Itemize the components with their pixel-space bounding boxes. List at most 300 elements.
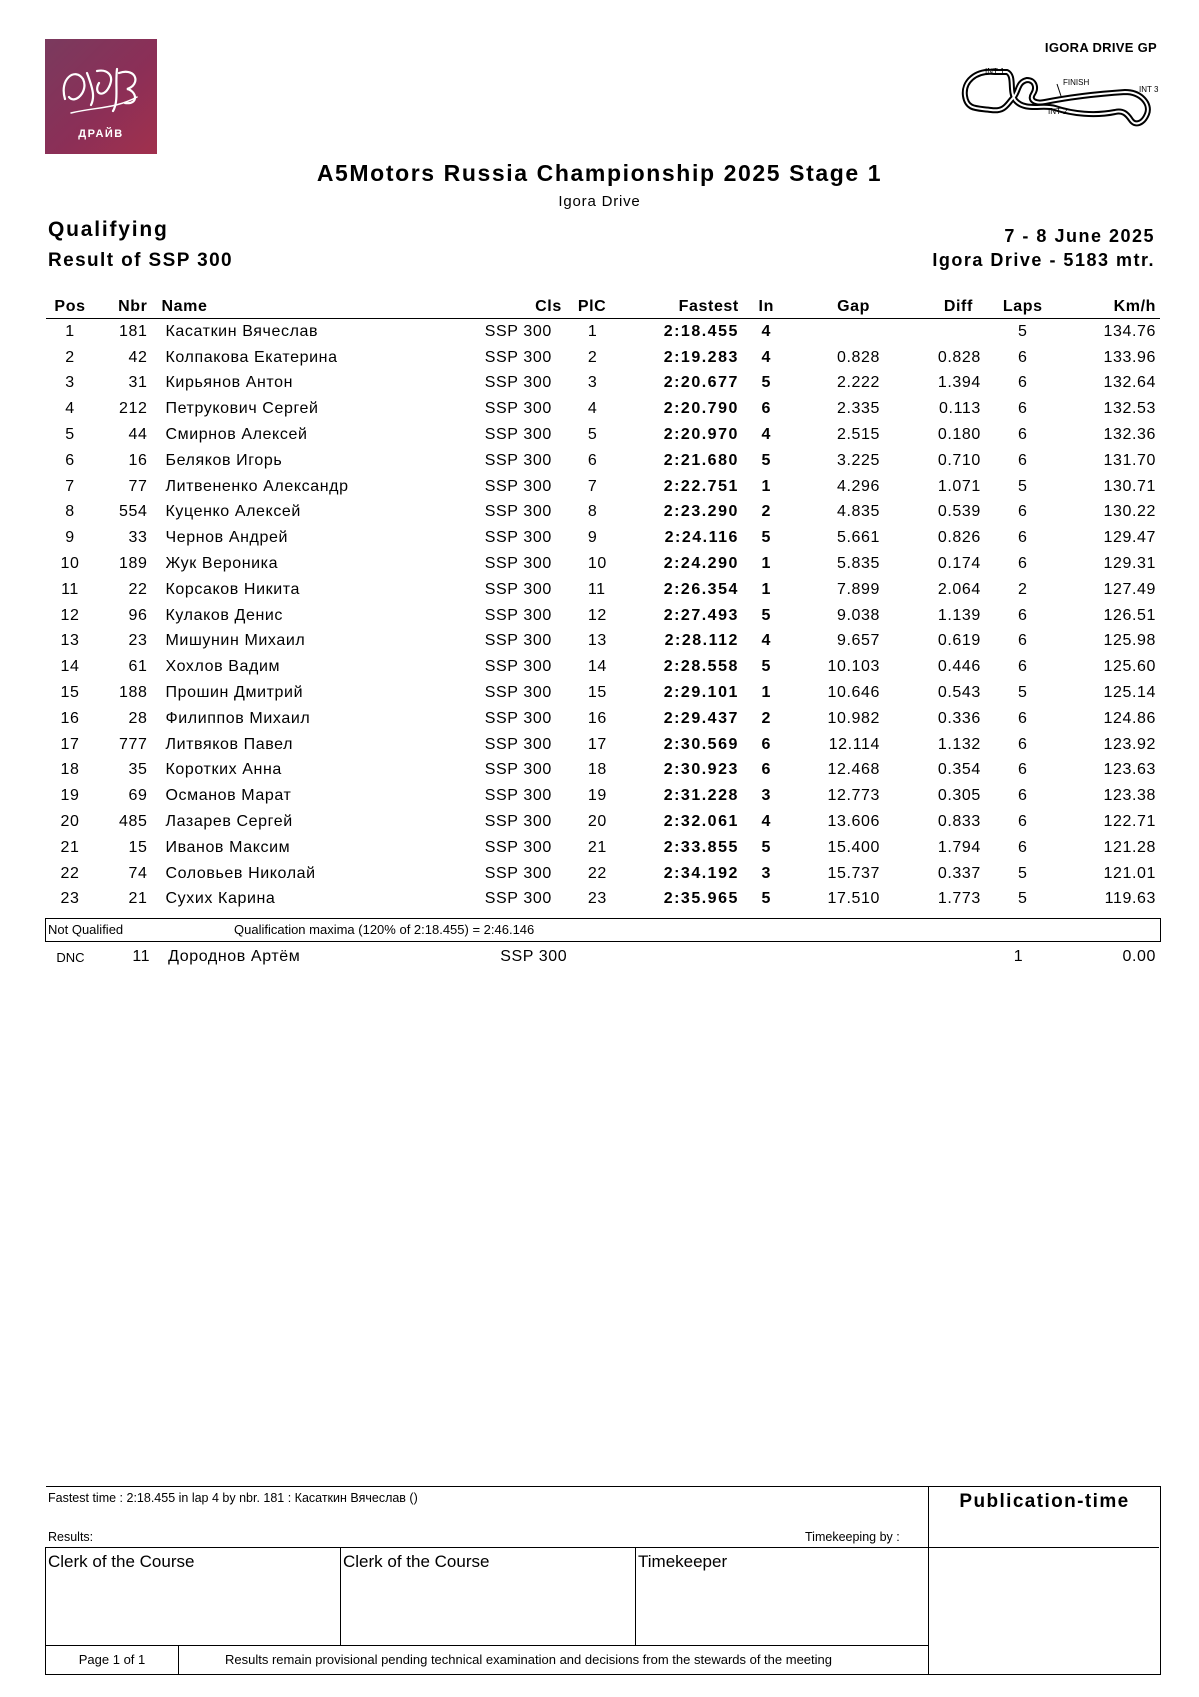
cell-diff: 1.773 xyxy=(937,890,981,908)
cell-name: Куценко Алексей xyxy=(165,503,301,521)
cell-plc: 12 xyxy=(587,606,607,624)
results-label: Results: xyxy=(48,1530,94,1544)
cell-name: Колпакова Екатерина xyxy=(165,348,338,366)
table-row xyxy=(46,783,1160,809)
cell-plc: 11 xyxy=(587,580,606,598)
cell-name: Хохлов Вадим xyxy=(165,658,281,676)
cell-name: Прошин Дмитрий xyxy=(165,684,304,702)
track-label-finish: FINISH xyxy=(1063,78,1090,87)
cell-diff: 0.826 xyxy=(937,529,981,547)
cell-cls: SSP 300 xyxy=(484,322,552,340)
table-row xyxy=(46,448,1160,474)
cell-laps: 5 xyxy=(1018,864,1028,882)
cell-nbr: 485 xyxy=(118,813,148,831)
signature-clerk-1: Clerk of the Course xyxy=(46,1548,341,1645)
cell-nbr: 777 xyxy=(118,735,148,753)
cell-fastest: 2:26.354 xyxy=(663,580,739,598)
cell-name: Смирнов Алексей xyxy=(165,426,308,444)
cell-cls: SSP 300 xyxy=(484,735,552,753)
result-class: Result of SSP 300 xyxy=(48,250,234,271)
cell-fastest: 2:19.283 xyxy=(663,348,739,366)
table-row xyxy=(46,861,1160,887)
cell-cls: SSP 300 xyxy=(484,632,552,650)
cell-laps: 5 xyxy=(1018,477,1028,495)
cell-gap: 0.828 xyxy=(837,348,881,366)
cell-pos: 13 xyxy=(60,632,80,650)
cell-kmh: 122.71 xyxy=(1103,813,1156,831)
cell-fastest: 2:18.455 xyxy=(663,322,739,340)
cell-gap: 2.222 xyxy=(837,374,881,392)
cell-pos: DNC xyxy=(56,949,85,965)
table-row xyxy=(46,629,1160,655)
track-label-int2: INT 2 xyxy=(1048,107,1068,116)
logo-script-graphic xyxy=(45,39,157,129)
cell-gap: 2.335 xyxy=(837,400,881,418)
cell-gap: 9.038 xyxy=(837,606,881,624)
col-laps: Laps xyxy=(985,296,1061,319)
col-nbr: Nbr xyxy=(94,296,151,319)
col-fastest: Fastest xyxy=(643,296,743,319)
cell-kmh: 129.31 xyxy=(1103,555,1156,573)
table-row xyxy=(46,551,1160,577)
cell-laps: 1 xyxy=(1013,948,1024,965)
cell-pos: 14 xyxy=(60,658,80,676)
cell-fastest: 2:30.569 xyxy=(663,735,739,753)
cell-name: Филиппов Михаил xyxy=(165,709,311,727)
cell-diff: 0.305 xyxy=(937,787,981,805)
cell-fastest: 2:22.751 xyxy=(663,477,739,495)
cell-gap: 4.835 xyxy=(837,503,881,521)
cell-in: 6 xyxy=(761,735,771,753)
cell-plc: 22 xyxy=(587,864,607,882)
cell-diff: 0.446 xyxy=(937,658,981,676)
cell-pos: 17 xyxy=(60,735,80,753)
cell-fastest: 2:35.965 xyxy=(663,890,739,908)
table-row xyxy=(46,500,1160,526)
cell-kmh: 126.51 xyxy=(1103,606,1156,624)
cell-laps: 6 xyxy=(1018,787,1028,805)
cell-fastest: 2:27.493 xyxy=(663,606,739,624)
cell-laps: 6 xyxy=(1018,658,1028,676)
cell-kmh: 125.98 xyxy=(1103,632,1156,650)
cell-kmh: 130.71 xyxy=(1103,477,1156,495)
cell-gap xyxy=(798,944,884,970)
table-header-row xyxy=(46,296,1160,319)
cell-in: 4 xyxy=(761,426,771,444)
cell-kmh: 131.70 xyxy=(1103,451,1156,469)
cell-name: Касаткин Вячеслав xyxy=(165,322,319,340)
cell-plc: 6 xyxy=(587,451,598,469)
cell-name: Литвененко Александр xyxy=(165,477,349,495)
cell-nbr: 96 xyxy=(128,606,148,624)
cell-name: Беляков Игорь xyxy=(165,451,283,469)
event-venue: Igora Drive xyxy=(558,193,641,210)
cell-in: 2 xyxy=(761,503,771,521)
cell-nbr: 11 xyxy=(132,948,151,965)
cell-cls: SSP 300 xyxy=(484,503,552,521)
cell-plc: 23 xyxy=(587,890,607,908)
table-row xyxy=(46,371,1160,397)
cell-gap: 12.114 xyxy=(828,735,881,753)
cell-laps: 2 xyxy=(1018,580,1028,598)
qualification-maxima: Qualification maxima (120% of 2:18.455) = 2:46.146 xyxy=(234,922,535,937)
cell-fastest: 2:23.290 xyxy=(663,503,739,521)
cell-plc: 9 xyxy=(587,529,598,547)
cell-diff: 0.710 xyxy=(937,451,981,469)
cell-laps: 6 xyxy=(1018,374,1028,392)
cell-nbr: 61 xyxy=(128,658,148,676)
session-name: Qualifying xyxy=(48,218,169,241)
cell-nbr: 22 xyxy=(128,580,148,598)
cell-pos: 21 xyxy=(60,838,80,856)
cell-cls: SSP 300 xyxy=(484,348,552,366)
cell-kmh: 125.60 xyxy=(1103,658,1156,676)
cell-fastest: 2:20.970 xyxy=(663,426,739,444)
cell-in: 4 xyxy=(761,813,771,831)
organizer-logo xyxy=(45,39,157,154)
cell-in: 1 xyxy=(761,580,771,598)
cell-in: 2 xyxy=(761,709,771,727)
cell-in: 5 xyxy=(761,374,771,392)
cell-gap: 12.773 xyxy=(827,787,881,805)
cell-laps: 6 xyxy=(1018,426,1028,444)
cell-pos: 23 xyxy=(60,890,80,908)
col-diff: Diff xyxy=(884,296,985,319)
cell-laps: 5 xyxy=(1018,890,1028,908)
track-map-icon xyxy=(955,64,1165,140)
cell-plc: 18 xyxy=(587,761,607,779)
cell-in: 3 xyxy=(761,864,771,882)
col-plc: PlC xyxy=(578,296,643,319)
cell-plc: 7 xyxy=(587,477,598,495)
cell-pos: 11 xyxy=(61,580,79,598)
cell-pos: 22 xyxy=(60,864,80,882)
cell-pos: 20 xyxy=(60,813,80,831)
cell-gap: 10.982 xyxy=(827,709,881,727)
col-kmh: Km/h xyxy=(1061,296,1160,319)
cell-nbr: 31 xyxy=(128,374,148,392)
cell-diff: 1.794 xyxy=(937,838,981,856)
not-qualified-bar xyxy=(45,918,1161,942)
cell-pos: 12 xyxy=(60,606,80,624)
cell-laps: 6 xyxy=(1018,503,1028,521)
cell-cls: SSP 300 xyxy=(484,426,552,444)
publication-time-label: Publication-time xyxy=(959,1491,1130,1512)
cell-gap: 15.400 xyxy=(827,838,881,856)
cell-pos: 9 xyxy=(65,529,75,547)
signature-boxes xyxy=(45,1547,929,1646)
track-label-int3: INT 3 xyxy=(1139,85,1159,94)
cell-pos: 19 xyxy=(60,787,80,805)
cell-diff: 1.071 xyxy=(937,477,981,495)
cell-pos: 1 xyxy=(65,322,75,340)
cell-fastest: 2:28.112 xyxy=(664,632,739,650)
cell-cls: SSP 300 xyxy=(484,529,552,547)
cell-fastest: 2:21.680 xyxy=(663,451,739,469)
col-pos: Pos xyxy=(46,296,94,319)
cell-kmh: 132.36 xyxy=(1103,426,1156,444)
event-title: A5Motors Russia Championship 2025 Stage 1 xyxy=(316,160,883,186)
cell-name: Литвяков Павел xyxy=(165,735,294,753)
signature-timekeeper: Timekeeper xyxy=(638,1552,728,1571)
cell-diff: 1.132 xyxy=(937,735,981,753)
cell-in: 6 xyxy=(761,400,771,418)
cell-plc xyxy=(585,944,653,970)
cell-pos: 15 xyxy=(60,684,80,702)
dnc-table xyxy=(46,944,1160,970)
cell-diff: 0.828 xyxy=(937,348,981,366)
cell-name: Иванов Максим xyxy=(165,838,291,856)
cell-diff: 0.174 xyxy=(937,555,981,573)
cell-gap: 15.737 xyxy=(827,864,881,882)
cell-fastest: 2:34.192 xyxy=(663,864,739,882)
cell-plc: 5 xyxy=(587,426,598,444)
col-in: In xyxy=(743,296,790,319)
cell-fastest: 2:32.061 xyxy=(663,813,739,831)
cell-nbr: 189 xyxy=(118,555,148,573)
cell-nbr: 28 xyxy=(128,709,148,727)
cell-plc: 21 xyxy=(587,838,607,856)
cell-cls: SSP 300 xyxy=(484,555,552,573)
cell-plc: 20 xyxy=(587,813,607,831)
cell-nbr: 15 xyxy=(128,838,148,856)
cell-plc: 1 xyxy=(587,322,598,340)
cell-cls: SSP 300 xyxy=(484,864,552,882)
cell-cls: SSP 300 xyxy=(484,813,552,831)
cell-plc: 17 xyxy=(587,735,607,753)
cell-in: 3 xyxy=(761,787,771,805)
cell-plc: 13 xyxy=(587,632,607,650)
signature-clerk-2: Clerk of the Course xyxy=(341,1548,636,1645)
provisional-note: Results remain provisional pending technical examination and decisions from the stewards of the meeting xyxy=(178,1646,832,1674)
table-row xyxy=(46,944,1160,970)
cell-fastest: 2:33.855 xyxy=(663,838,739,856)
cell-kmh: 0.00 xyxy=(1122,948,1156,965)
cell-cls: SSP 300 xyxy=(484,709,552,727)
cell-name: Дороднов Артём xyxy=(168,948,301,965)
cell-kmh: 127.49 xyxy=(1103,580,1156,598)
cell-in: 1 xyxy=(761,477,771,495)
cell-in: 5 xyxy=(761,606,771,624)
cell-in: 4 xyxy=(761,348,771,366)
cell-pos: 2 xyxy=(65,348,75,366)
cell-diff: 1.394 xyxy=(937,374,981,392)
cell-gap: 17.510 xyxy=(827,890,881,908)
cell-nbr: 188 xyxy=(118,684,148,702)
cell-in: 1 xyxy=(761,684,771,702)
cell-diff: 0.336 xyxy=(937,709,981,727)
cell-in: 4 xyxy=(761,322,771,340)
cell-laps: 6 xyxy=(1018,761,1028,779)
cell-plc: 3 xyxy=(587,374,598,392)
cell-gap: 9.657 xyxy=(837,632,881,650)
cell-laps: 6 xyxy=(1018,451,1028,469)
cell-in xyxy=(749,944,798,970)
cell-diff: 0.113 xyxy=(939,400,981,418)
cell-laps: 6 xyxy=(1018,606,1028,624)
cell-pos: 16 xyxy=(60,709,80,727)
cell-cls: SSP 300 xyxy=(500,948,568,965)
cell-fastest: 2:31.228 xyxy=(663,787,739,805)
cell-diff xyxy=(884,319,985,345)
table-row xyxy=(46,680,1160,706)
cell-cls: SSP 300 xyxy=(484,400,552,418)
cell-laps: 6 xyxy=(1018,632,1028,650)
cell-fastest: 2:20.677 xyxy=(663,374,739,392)
table-row xyxy=(46,758,1160,784)
cell-kmh: 119.63 xyxy=(1104,890,1156,908)
cell-fastest: 2:24.116 xyxy=(664,529,739,547)
cell-in: 6 xyxy=(761,761,771,779)
cell-kmh: 121.01 xyxy=(1103,864,1156,882)
cell-laps: 6 xyxy=(1018,838,1028,856)
cell-nbr: 21 xyxy=(128,890,148,908)
cell-nbr: 44 xyxy=(128,426,148,444)
cell-cls: SSP 300 xyxy=(484,451,552,469)
fastest-time-summary: Fastest time : 2:18.455 in lap 4 by nbr. 181 : Касаткин Вячеслав () xyxy=(48,1491,418,1505)
cell-pos: 7 xyxy=(65,477,75,495)
cell-diff: 0.539 xyxy=(937,503,981,521)
cell-diff: 0.180 xyxy=(937,426,981,444)
cell-gap xyxy=(790,319,884,345)
timekeeping-label: Timekeeping by : xyxy=(805,1530,900,1544)
publication-divider xyxy=(928,1547,1159,1548)
cell-diff: 0.833 xyxy=(937,813,981,831)
cell-in: 5 xyxy=(761,451,771,469)
cell-plc: 10 xyxy=(587,555,607,573)
cell-pos: 18 xyxy=(60,761,80,779)
cell-gap: 13.606 xyxy=(827,813,881,831)
cell-kmh: 132.64 xyxy=(1103,374,1156,392)
col-gap: Gap xyxy=(790,296,884,319)
cell-name: Жук Вероника xyxy=(165,555,279,573)
table-row xyxy=(46,319,1160,345)
cell-nbr: 181 xyxy=(118,322,148,340)
cell-diff: 2.064 xyxy=(937,580,981,598)
cell-in: 5 xyxy=(761,838,771,856)
cell-fastest: 2:30.923 xyxy=(663,761,739,779)
cell-cls: SSP 300 xyxy=(484,890,552,908)
cell-gap: 5.661 xyxy=(837,529,881,547)
cell-nbr: 16 xyxy=(128,451,148,469)
cell-plc: 4 xyxy=(587,400,598,418)
cell-nbr: 42 xyxy=(128,348,148,366)
cell-name: Сухих Карина xyxy=(165,890,276,908)
logo-caption: ДРАЙВ xyxy=(78,128,124,140)
cell-gap: 5.835 xyxy=(837,555,881,573)
cell-cls: SSP 300 xyxy=(484,374,552,392)
cell-pos: 5 xyxy=(65,426,75,444)
event-dates: 7 - 8 June 2025 xyxy=(1004,226,1155,246)
not-qualified-label: Not Qualified xyxy=(48,922,124,937)
cell-gap: 12.468 xyxy=(827,761,881,779)
cell-kmh: 121.28 xyxy=(1103,838,1156,856)
cell-laps: 5 xyxy=(1018,684,1028,702)
cell-nbr: 77 xyxy=(128,477,148,495)
cell-name: Чернов Андрей xyxy=(165,529,289,547)
cell-nbr: 35 xyxy=(128,761,148,779)
cell-nbr: 212 xyxy=(118,400,148,418)
cell-fastest: 2:24.290 xyxy=(663,555,739,573)
cell-cls: SSP 300 xyxy=(484,658,552,676)
track-label-int1: INT 1 xyxy=(985,67,1005,76)
cell-kmh: 132.53 xyxy=(1103,400,1156,418)
cell-name: Лазарев Сергей xyxy=(165,813,293,831)
cell-cls: SSP 300 xyxy=(484,684,552,702)
col-cls: Cls xyxy=(481,296,578,319)
finish-line-marker xyxy=(1057,84,1061,96)
track-length: Igora Drive - 5183 mtr. xyxy=(932,250,1155,270)
cell-kmh: 123.92 xyxy=(1103,735,1156,753)
cell-kmh: 133.96 xyxy=(1103,348,1156,366)
cell-in: 1 xyxy=(761,555,771,573)
cell-diff: 0.543 xyxy=(937,684,981,702)
cell-diff: 0.619 xyxy=(937,632,981,650)
cell-diff: 0.337 xyxy=(937,864,981,882)
cell-in: 5 xyxy=(761,890,771,908)
page-number: Page 1 of 1 xyxy=(78,1652,146,1667)
cell-gap: 2.515 xyxy=(837,426,881,444)
cell-diff: 0.354 xyxy=(937,761,981,779)
bottom-bar xyxy=(45,1645,929,1675)
cell-plc: 16 xyxy=(587,709,607,727)
cell-nbr: 23 xyxy=(128,632,148,650)
cell-kmh: 123.38 xyxy=(1103,787,1156,805)
results-table xyxy=(46,296,1160,912)
cell-fastest: 2:28.558 xyxy=(663,658,739,676)
cell-plc: 19 xyxy=(587,787,607,805)
cell-nbr: 74 xyxy=(128,864,148,882)
cell-in: 5 xyxy=(761,529,771,547)
cell-nbr: 33 xyxy=(128,529,148,547)
cell-name: Кирьянов Антон xyxy=(165,374,294,392)
cell-fastest xyxy=(653,944,750,970)
table-row xyxy=(46,706,1160,732)
table-row xyxy=(46,525,1160,551)
table-row xyxy=(46,654,1160,680)
cell-laps: 6 xyxy=(1018,735,1028,753)
track-name: IGORA DRIVE GP xyxy=(1044,40,1157,55)
cell-cls: SSP 300 xyxy=(484,580,552,598)
cell-cls: SSP 300 xyxy=(484,787,552,805)
cell-kmh: 129.47 xyxy=(1103,529,1156,547)
table-row xyxy=(46,396,1160,422)
table-row xyxy=(46,422,1160,448)
cell-fastest: 2:29.437 xyxy=(663,709,739,727)
cell-laps: 6 xyxy=(1018,555,1028,573)
cell-nbr: 554 xyxy=(118,503,148,521)
cell-gap: 7.899 xyxy=(837,580,881,598)
cell-nbr: 69 xyxy=(128,787,148,805)
cell-fastest: 2:29.101 xyxy=(663,684,739,702)
cell-in: 5 xyxy=(761,658,771,676)
table-row xyxy=(46,474,1160,500)
cell-pos: 3 xyxy=(65,374,75,392)
table-row xyxy=(46,577,1160,603)
cell-name: Соловьев Николай xyxy=(165,864,316,882)
cell-laps: 6 xyxy=(1018,348,1028,366)
table-row xyxy=(46,835,1160,861)
table-row xyxy=(46,345,1160,371)
cell-laps: 6 xyxy=(1018,709,1028,727)
cell-plc: 14 xyxy=(587,658,607,676)
col-name: Name xyxy=(151,296,480,319)
cell-kmh: 123.63 xyxy=(1103,761,1156,779)
cell-pos: 4 xyxy=(65,400,75,418)
cell-laps: 6 xyxy=(1018,529,1028,547)
cell-name: Кулаков Денис xyxy=(165,606,284,624)
cell-kmh: 130.22 xyxy=(1103,503,1156,521)
